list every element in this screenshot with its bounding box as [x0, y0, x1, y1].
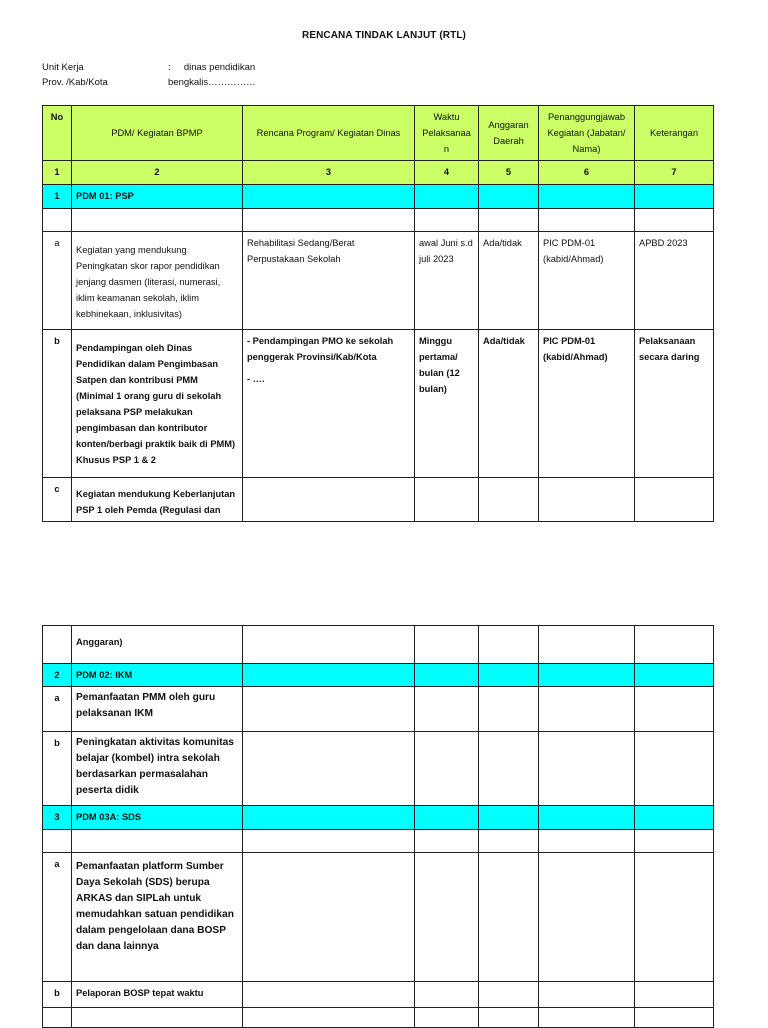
prov-kab-kota-label: Prov. /Kab/Kota	[42, 77, 108, 88]
row-letter: a	[43, 687, 72, 732]
col-number: 7	[635, 161, 714, 185]
column-number-row	[43, 161, 714, 185]
unit-kerja-value: : dinas pendidikan	[168, 62, 256, 73]
section-title: PDM 02: IKM	[72, 664, 243, 687]
keterangan-cell: APBD 2023	[635, 232, 714, 330]
program-cell: Rehabilitasi Sedang/Berat Perpustakaan Sekolah	[243, 232, 415, 330]
waktu-cell: awal Juni s.d juli 2023	[415, 232, 479, 330]
table-row-a	[43, 232, 714, 330]
table-row-2b	[43, 732, 714, 806]
table-row-2a	[43, 687, 714, 732]
table-row-3b	[43, 982, 714, 1008]
section-title: PDM 03A: SDS	[72, 806, 243, 830]
section-row-pdm03a	[43, 806, 714, 830]
kegiatan-cell: Kegiatan yang mendukung Peningkatan skor rapor pendidikan jenjang dasmen (literasi, numerasi, iklim keamanan sekolah, iklim kebhinekaan, inklusivitas)	[72, 232, 243, 330]
empty-row	[43, 830, 714, 853]
anggaran-cell: Ada/tidak	[479, 232, 539, 330]
col-number: 6	[539, 161, 635, 185]
kegiatan-cell: Anggaran)	[72, 626, 243, 664]
col-number: 3	[243, 161, 415, 185]
table-row-c-continued	[43, 626, 714, 664]
kegiatan-cell: Pelaporan BOSP tepat waktu	[72, 982, 243, 1008]
waktu-cell: Minggu pertama/ bulan (12 bulan)	[415, 330, 479, 478]
col-number: 2	[72, 161, 243, 185]
section-row-pdm02	[43, 664, 714, 687]
row-letter: a	[43, 853, 72, 982]
table-row-b	[43, 330, 714, 478]
section-number: 1	[43, 185, 72, 209]
program-cell	[243, 330, 415, 478]
kegiatan-cell: Pemanfaatan PMM oleh guru pelaksanan IKM	[72, 687, 243, 732]
kegiatan-cell: Peningkatan aktivitas komunitas belajar (kombel) intra sekolah berdasarkan permasalahan peserta didik	[72, 732, 243, 806]
section-row-pdm01	[43, 185, 714, 209]
table-row-3a	[43, 853, 714, 982]
kegiatan-cell: Kegiatan mendukung Keberlanjutan PSP 1 oleh Pemda (Regulasi dan	[72, 478, 243, 522]
table-row-c	[43, 478, 714, 522]
keterangan-cell: Pelaksanaan secara daring	[635, 330, 714, 478]
col-number: 1	[43, 161, 72, 185]
anggaran-cell: Ada/tidak	[479, 330, 539, 478]
header-rencana-program: Rencana Program/ Kegiatan Dinas	[243, 106, 415, 161]
header-penanggungjawab: Penanggungjawab Kegiatan (Jabatan/ Nama)	[539, 106, 635, 161]
section-title: PDM 01: PSP	[72, 185, 243, 209]
empty-row	[43, 1008, 714, 1028]
row-letter: c	[43, 478, 72, 522]
row-letter: b	[43, 330, 72, 478]
program-line: - ….	[247, 374, 265, 384]
col-number: 4	[415, 161, 479, 185]
header-no: No	[43, 106, 72, 161]
row-letter: b	[43, 982, 72, 1008]
header-waktu: Waktu Pelaksanaa n	[415, 106, 479, 161]
header-row	[43, 106, 714, 161]
kegiatan-cell: Pemanfaatan platform Sumber Daya Sekolah (SDS) berupa ARKAS dan SIPLah untuk memudahkan satuan pendidikan dalam pengelolaan dana BOSP dan dana lainnya	[72, 853, 243, 982]
document-title: RENCANA TINDAK LANJUT (RTL)	[302, 30, 466, 41]
row-letter: b	[43, 732, 72, 806]
col-number: 5	[479, 161, 539, 185]
prov-kab-kota-value: bengkalis……………	[168, 77, 256, 88]
header-anggaran: Anggaran Daerah	[479, 106, 539, 161]
program-line: - Pendampingan PMO ke sekolah penggerak Provinsi/Kab/Kota	[247, 336, 394, 362]
section-number: 3	[43, 806, 72, 830]
rtl-table-part-1	[42, 105, 714, 522]
kegiatan-cell: Pendampingan oleh Dinas Pendidikan dalam Pengimbasan Satpen dan kontribusi PMM (Minimal 1 orang guru di sekolah pelaksana PSP melakukan pengimbasan dan kontributor konten/berbagi praktik baik di PMM) Khusus PSP 1 & 2	[72, 330, 243, 478]
empty-row	[43, 209, 714, 232]
penanggungjawab-cell: PIC PDM-01 (kabid/Ahmad)	[539, 330, 635, 478]
unit-kerja-label: Unit Kerja	[42, 62, 84, 73]
section-number: 2	[43, 664, 72, 687]
row-letter: a	[43, 232, 72, 330]
rtl-table-part-2	[42, 625, 714, 1028]
header-pdm-kegiatan: PDM/ Kegiatan BPMP	[72, 106, 243, 161]
header-keterangan: Keterangan	[635, 106, 714, 161]
penanggungjawab-cell: PIC PDM-01 (kabid/Ahmad)	[539, 232, 635, 330]
